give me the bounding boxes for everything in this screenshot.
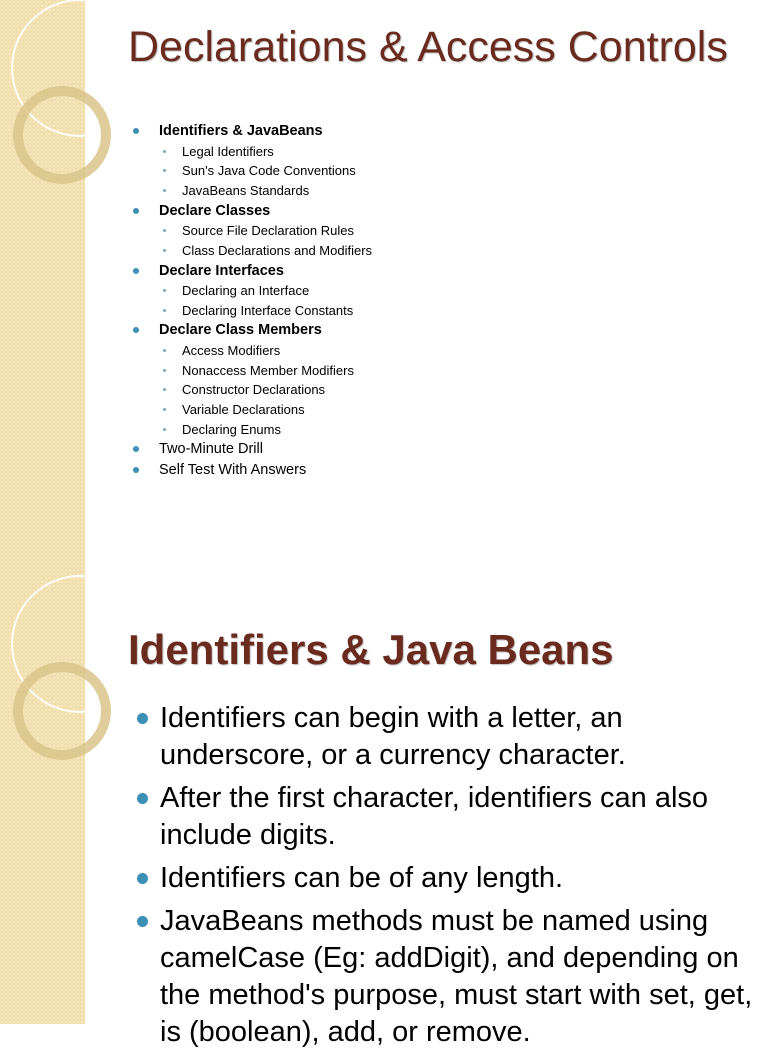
sub-bullet-icon <box>163 388 166 391</box>
slide-title: Declarations & Access Controls <box>128 23 728 71</box>
bullet-item <box>133 860 753 897</box>
topics-list <box>133 121 733 480</box>
sub-bullet-icon <box>163 169 166 172</box>
bullet-item <box>133 700 753 774</box>
sub-bullet-icon <box>163 289 166 292</box>
decorative-rings <box>0 576 140 776</box>
topic-item <box>133 320 733 439</box>
topic-item <box>133 201 733 261</box>
bullet-list <box>133 700 753 1057</box>
sub-bullet-icon <box>163 150 166 153</box>
sub-bullet-icon <box>163 349 166 352</box>
bullet-item <box>133 780 753 854</box>
subtopic-item: Legal Identifiers <box>159 142 733 162</box>
subtopic-item: Constructor Declarations <box>159 380 733 400</box>
subtopic-list <box>159 221 733 260</box>
decorative-rings <box>0 0 140 200</box>
subtopic-list <box>159 281 733 320</box>
topic-label: Self Test With Answers <box>159 461 307 478</box>
bullet-icon <box>133 128 139 134</box>
subtopic-item: Class Declarations and Modifiers <box>159 241 733 261</box>
subtopic-item: Declaring an Interface <box>159 281 733 301</box>
subtopic-item: Declaring Enums <box>159 420 733 440</box>
subtopic-list <box>159 341 733 440</box>
topic-label: Declare Classes <box>159 202 271 219</box>
topic-label: Declare Interfaces <box>159 262 284 279</box>
bullet-item <box>133 903 753 1051</box>
sub-bullet-icon <box>163 369 166 372</box>
sub-bullet-icon <box>163 408 166 411</box>
bullet-icon <box>133 446 139 452</box>
slide-identifiers <box>0 576 768 1048</box>
slide-title: Identifiers & Java Beans <box>128 626 614 673</box>
topic-label: Identifiers & JavaBeans <box>159 123 323 139</box>
topic-item <box>133 121 733 201</box>
bullet-text: JavaBeans methods must be named using camelCase (Eg: addDigit), and depending on the method's purpose, must start with set, get, is (boolean), add, or remove. <box>160 905 753 1048</box>
sub-bullet-icon <box>163 229 166 232</box>
bullet-icon <box>133 467 139 473</box>
topic-item <box>133 460 733 481</box>
bullet-icon <box>137 873 148 884</box>
subtopic-item: Declaring Interface Constants <box>159 301 733 321</box>
sub-bullet-icon <box>163 428 166 431</box>
topic-label: Declare Class Members <box>159 322 322 339</box>
sub-bullet-icon <box>163 189 166 192</box>
topic-label: Two-Minute Drill <box>159 441 263 458</box>
bullet-icon <box>137 713 148 724</box>
sub-bullet-icon <box>163 249 166 252</box>
bullet-icon <box>137 793 148 804</box>
topic-item <box>133 261 733 321</box>
subtopic-item: Access Modifiers <box>159 341 733 361</box>
sub-bullet-icon <box>163 309 166 312</box>
subtopic-item: Variable Declarations <box>159 400 733 420</box>
bullet-text: Identifiers can begin with a letter, an underscore, or a currency character. <box>160 702 626 771</box>
subtopic-list <box>159 142 733 201</box>
bullet-text: Identifiers can be of any length. <box>160 862 564 894</box>
subtopic-item: JavaBeans Standards <box>159 181 733 201</box>
bullet-icon <box>133 208 139 214</box>
bullet-icon <box>137 916 148 927</box>
bullet-icon <box>133 268 139 274</box>
subtopic-item: Nonaccess Member Modifiers <box>159 361 733 381</box>
subtopic-item: Source File Declaration Rules <box>159 221 733 241</box>
bullet-icon <box>133 327 139 333</box>
subtopic-item: Sun's Java Code Conventions <box>159 161 733 181</box>
bullet-text: After the first character, identifiers can also include digits. <box>160 782 709 851</box>
topic-item <box>133 439 733 460</box>
